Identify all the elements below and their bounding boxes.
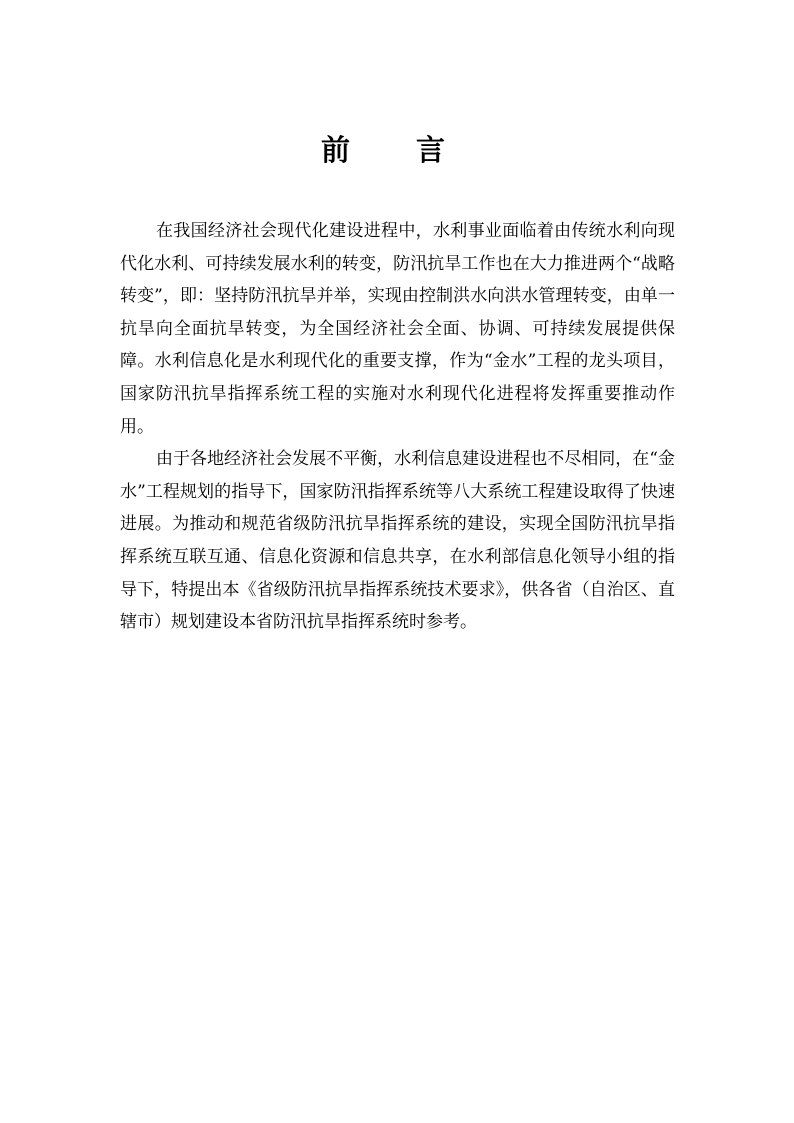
- paragraph-2: 由于各地经济社会发展不平衡，水利信息建设进程也不尽相同，在“金水”工程规划的指导下，国家防汛指挥系统等八大系统工程建设取得了快速进展。为推动和规范省级防汛抗旱指挥系统的建设，实现全国防汛抗旱指挥系统互联互通、信息化资源和信息共享，在水利部信息化领导小组的指导下，特提出本《省级防汛抗旱指挥系统技术要求》，供各省（自治区、直辖市）规划建设本省防汛抗旱指挥系统时参考。: [120, 449, 675, 633]
- document-title: 前 言: [320, 133, 474, 167]
- paragraph-1: 在我国经济社会现代化建设进程中，水利事业面临着由传统水利向现代化水利、可持续发展水利的转变，防汛抗旱工作也在大力推进两个“战略转变”，即：坚持防汛抗旱并举，实现由控制洪水向洪水管理转变，由单一抗旱向全面抗旱转变，为全国经济社会全面、协调、可持续发展提供保障。水利信息化是水利现代化的重要支撑，作为“金水”工程的龙头项目，国家防汛抗旱指挥系统工程的实施对水利现代化进程将发挥重要推动作用。: [120, 221, 675, 437]
- document-body: [120, 215, 675, 639]
